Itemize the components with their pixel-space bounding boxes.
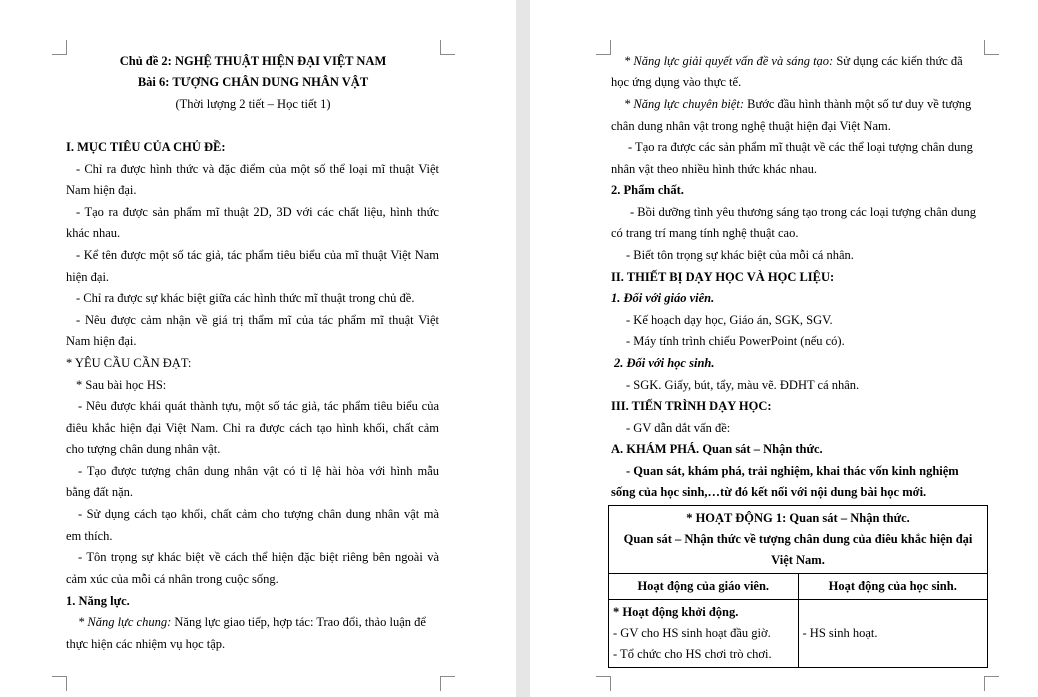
paragraph-line: Nam hiện đại. — [66, 334, 137, 348]
section-objectives: I. MỤC TIÊU CỦA CHỦ ĐỀ: — [66, 140, 226, 154]
teacher-heading: 1. Đối với giáo viên. — [611, 291, 715, 305]
paragraph-line: - Bồi dưỡng tình yêu thương sáng tạo trong các loại tượng chân dung — [630, 205, 976, 219]
requirements-heading: * YÊU CẦU CẦN ĐẠT: — [66, 356, 192, 370]
paragraph-line: - Chỉ ra được hình thức và đặc điểm của một số thể loại mĩ thuật Việt — [76, 162, 439, 176]
paragraph-line: - Biết tôn trọng sự khác biệt của mỗi cá nhân. — [626, 248, 854, 262]
student-heading: 2. Đối với học sinh. — [614, 356, 715, 370]
paragraph-line: thực hiện các nhiệm vụ học tập. — [66, 637, 226, 651]
paragraph-line: nhân vật theo nhiều hình thức khác nhau. — [611, 162, 818, 176]
activity-subtitle-cont: Việt Nam. — [771, 553, 825, 567]
crop-mark-bottom-left — [596, 676, 611, 691]
paragraph-line: chân dung nhân vật trong nghệ thuật hiện đại Việt Nam. — [611, 119, 891, 133]
explore-label: A. KHÁM PHÁ. — [611, 442, 700, 456]
table-title-row — [609, 506, 988, 574]
topic-heading: Chủ đề 2: NGHỆ THUẬT HIỆN ĐẠI VIỆT NAM — [119, 54, 387, 68]
explore-heading — [611, 441, 823, 457]
paragraph-line: cảm xúc của mỗi cá nhân trong cuộc sống. — [66, 572, 279, 586]
crop-mark-bottom-left — [52, 676, 67, 691]
general-competence-label: * Năng lực chung: — [78, 615, 172, 629]
paragraph-line: cho tượng chân dung nhân vật. — [66, 442, 221, 456]
problem-solving-text: Sử dụng các kiến thức đã — [833, 54, 963, 68]
paragraph-line: em thích. — [66, 529, 113, 543]
general-competence-text: Năng lực giao tiếp, hợp tác: Trao đổi, thảo luận để — [171, 615, 426, 629]
specialized-text: Bước đầu hình thành một số tư duy về tượng — [743, 97, 972, 111]
crop-mark-top-right — [440, 40, 455, 55]
student-cell: - HS sinh hoạt. — [798, 600, 988, 668]
table-title-cell — [609, 506, 988, 574]
specialized-label: * Năng lực chuyên biệt: — [624, 97, 744, 111]
column-header-teacher: Hoạt động của giáo viên. — [609, 574, 799, 600]
paragraph-line: điêu khắc hiện đại Việt Nam. Chỉ ra được cách tạo hình khối, chất cảm — [66, 421, 439, 435]
crop-mark-top-right — [984, 40, 999, 55]
paragraph-line: sống của học sinh,…từ đó kết nối với nội dung bài học mới. — [611, 485, 927, 499]
column-header-student: Hoạt động của học sinh. — [798, 574, 988, 600]
paragraph-line: - Tạo được tượng chân dung nhân vật có tỉ lệ hài hòa với hình mẫu — [78, 464, 439, 478]
paragraph-line: bằng đất nặn. — [66, 485, 133, 499]
problem-solving-label: * Năng lực giải quyết vấn đề và sáng tạo: — [624, 54, 834, 68]
paragraph-line: có trang trí mang tính nghệ thuật cao. — [611, 226, 799, 240]
paragraph-line: Nam hiện đại. — [66, 183, 137, 197]
explore-text: Quan sát – Nhận thức. — [699, 442, 823, 456]
paragraph-line: - Nêu được cảm nhận về giá trị thẩm mĩ của tác phẩm mĩ thuật Việt — [76, 313, 439, 327]
paragraph-line: - Tạo ra được các sản phẩm mĩ thuật về các thể loại tượng chân dung — [628, 140, 973, 154]
section-procedure: III. TIẾN TRÌNH DẠY HỌC: — [611, 399, 772, 413]
activity-table — [608, 505, 988, 668]
paragraph-line: - Quan sát, khám phá, trải nghiệm, khai thác vốn kinh nghiệm — [626, 464, 959, 478]
general-competence-line — [78, 614, 426, 630]
paragraph-line: - Kế hoạch dạy học, Giáo án, SGK, SGV. — [626, 313, 833, 327]
cell-line: - GV cho HS sinh hoạt đầu giờ. — [613, 626, 771, 640]
document-page-2 — [530, 0, 1038, 697]
paragraph-line: * Sau bài học HS: — [76, 378, 167, 392]
table-header-row — [609, 574, 988, 600]
teacher-cell — [609, 600, 799, 668]
paragraph-line: - SGK. Giấy, bút, tẩy, màu vẽ. ĐDHT cá nhân. — [626, 378, 860, 392]
paragraph-line: khác nhau. — [66, 226, 121, 240]
paragraph-line: - Máy tính trình chiếu PowerPoint (nếu có). — [626, 334, 845, 348]
crop-mark-top-left — [52, 40, 67, 55]
paragraph-line: - Sử dụng cách tạo khối, chất cảm cho tượng chân dung nhân vật mà — [78, 507, 439, 521]
warmup-heading: * Hoạt động khởi động. — [613, 605, 739, 619]
competence-heading: 1. Năng lực. — [66, 594, 130, 608]
paragraph-line: - Nêu được khái quát thành tựu, một số tác giả, tác phẩm tiêu biểu của — [78, 399, 439, 413]
qualities-heading: 2. Phẩm chất. — [611, 183, 684, 197]
paragraph-line: hiện đại. — [66, 270, 110, 284]
section-equipment: II. THIẾT BỊ DẠY HỌC VÀ HỌC LIỆU: — [611, 270, 835, 284]
table-row — [609, 600, 988, 668]
paragraph-line: - GV dẫn dắt vấn đề: — [626, 421, 731, 435]
problem-solving-line — [624, 53, 963, 69]
paragraph-line: - Kể tên được một số tác giả, tác phẩm tiêu biểu của mĩ thuật Việt Nam — [76, 248, 439, 262]
duration-heading: (Thời lượng 2 tiết – Học tiết 1) — [175, 97, 331, 111]
document-page-1 — [0, 0, 516, 697]
lesson-heading: Bài 6: TƯỢNG CHÂN DUNG NHÂN VẬT — [137, 75, 369, 89]
crop-mark-top-left — [596, 40, 611, 55]
cell-line: - Tổ chức cho HS chơi trò chơi. — [613, 647, 772, 661]
crop-mark-bottom-right — [440, 676, 455, 691]
crop-mark-bottom-right — [984, 676, 999, 691]
paragraph-line: - Tôn trọng sự khác biệt về cách thể hiện đặc biệt riêng bên ngoài và — [78, 550, 439, 564]
activity-title: * HOẠT ĐỘNG 1: Quan sát – Nhận thức. — [686, 511, 910, 525]
paragraph-line: học ứng dụng vào thực tế. — [611, 75, 742, 89]
activity-subtitle: Quan sát – Nhận thức về tượng chân dung của điêu khắc hiện đại — [623, 532, 973, 546]
paragraph-line: - Chỉ ra được sự khác biệt giữa các hình thức mĩ thuật trong chủ đề. — [76, 291, 415, 305]
specialized-line — [624, 96, 971, 112]
paragraph-line: - Tạo ra được sản phẩm mĩ thuật 2D, 3D với các chất liệu, hình thức — [76, 205, 439, 219]
